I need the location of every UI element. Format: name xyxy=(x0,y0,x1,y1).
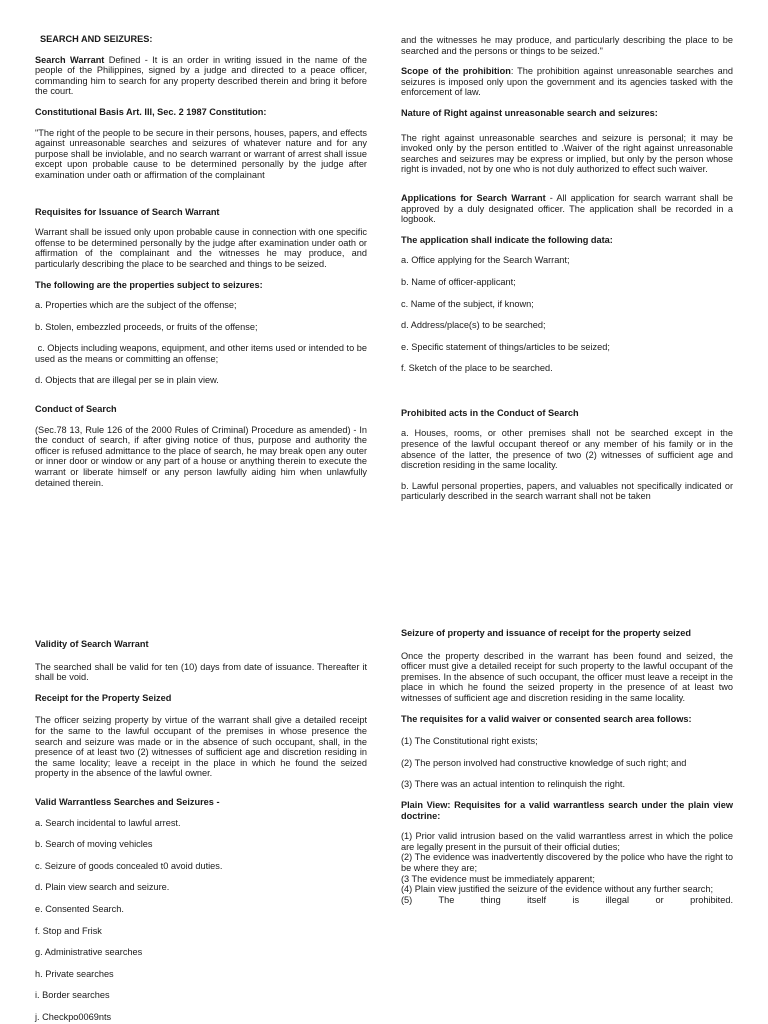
left-column-top xyxy=(35,34,370,488)
properties-heading: The following are the properties subject to seizures: xyxy=(35,279,263,290)
constitutional-quote: "The right of the people to be secure in their persons, houses, papers, and effects against unreasonable searches and seizures of whatever nature and for any purpose shall be inviolable, and no search warrant or warrant of arrest shall issue except upon probable cause to be determined personally by the judge after examination under oath or affirmation of the complainant xyxy=(35,127,367,180)
requisites-heading: Requisites for Issuance of Search Warrant xyxy=(35,206,220,217)
search-warrant-definition xyxy=(35,55,367,97)
warrantless-item: h. Private searches xyxy=(35,968,114,979)
plain-view-item: (2) The evidence was inadvertently discovered by the police who have the right to be where they are; xyxy=(401,852,733,873)
warrantless-item: i. Border searches xyxy=(35,990,110,1001)
warrantless-heading: Valid Warrantless Searches and Seizures - xyxy=(35,796,220,807)
seizure-text: Once the property described in the warrant has been found and seized, the officer must give a detailed receipt for such property to the lawful occupant of the premises. In the absence of such occupant, the officer must leave a receipt in the place in which he found the seized property in the presence of at least two witnesses of sufficient age and discretion residing in the same locality. xyxy=(401,650,733,703)
prohibited-heading: Prohibited acts in the Conduct of Search xyxy=(401,407,579,418)
plain-view-item: (3 The evidence must be immediately apparent; xyxy=(401,873,595,884)
waiver-heading: The requisites for a valid waiver or consented search area follows: xyxy=(401,713,692,724)
validity-heading: Validity of Search Warrant xyxy=(35,639,149,649)
application-item: e. Specific statement of things/articles to be seized; xyxy=(401,341,610,352)
constitutional-basis-heading: Constitutional Basis Art. III, Sec. 2 1987 Constitution: xyxy=(35,106,267,117)
scope-paragraph xyxy=(401,66,733,98)
application-item: b. Name of officer-applicant; xyxy=(401,276,516,287)
prohibited-item: b. Lawful personal properties, papers, and valuables not specifically indicated or particularly described in the search warrant shall not be taken xyxy=(401,480,733,502)
waiver-item: (2) The person involved had constructive knowledge of such right; and xyxy=(401,757,687,768)
warrantless-item: d. Plain view search and seizure. xyxy=(35,882,170,893)
scope-text: : The prohibition against unreasonable searches and seizures is imposed only upon the government and its agencies tasked with the enforcement of law. xyxy=(401,66,734,98)
applications-term: Applications for Search Warrant xyxy=(401,192,546,203)
property-item: a. Properties which are the subject of the offense; xyxy=(35,300,237,311)
property-item: c. Objects including weapons, equipment, and other items used or intended to be used as the means or committing an offense; xyxy=(35,343,370,364)
receipt-heading: Receipt for the Property Seized xyxy=(35,692,172,703)
application-item: d. Address/place(s) to be searched; xyxy=(401,320,546,331)
warrantless-item: e. Consented Search. xyxy=(35,903,124,914)
validity-text: The searched shall be valid for ten (10) days from date of issuance. Thereafter it shall be void. xyxy=(35,661,367,683)
prohibited-item: a. Houses, rooms, or other premises shall not be searched except in the presence of the lawful occupant thereof or any member of his family or in the absence of the latter, the presence of two (2) witnesses of sufficient age and discretion residing in the same locality. xyxy=(401,428,733,471)
document-title: SEARCH AND SEIZURES: xyxy=(40,34,153,44)
waiver-item: (1) The Constitutional right exists; xyxy=(401,736,538,747)
requisites-text: Warrant shall be issued only upon probable cause in connection with one specific offense to be determined personally by the judge after examination under oath or affirmation of the complainant and the witnesses he may produce, and particularly describing the place to be searched and things to be seized. xyxy=(35,227,367,269)
nature-text: The right against unreasonable searches and seizure is personal; it may be invoked only by the person entitled to .Waiver of the right against unreasonable searches and seizures may be express or implied, but only by the person whose right is invaded, not by one who is not duly authorized to effect such waiver. xyxy=(401,132,733,175)
applications-paragraph xyxy=(401,193,733,225)
waiver-item: (3) There was an actual intention to relinquish the right. xyxy=(401,779,626,790)
warrantless-item: j. Checkpo0069nts xyxy=(35,1011,112,1022)
plain-view-heading: Plain View: Requisites for a valid warrantless search under the plain view doctrine: xyxy=(401,799,733,821)
plain-view-item: (1) Prior valid intrusion based on the valid warrantless arrest in which the police are legally present in the pursuit of their official duties; xyxy=(401,831,733,852)
property-item: d. Objects that are illegal per se in plain view. xyxy=(35,375,219,386)
warrantless-item: g. Administrative searches xyxy=(35,947,143,958)
nature-heading: Nature of Right against unreasonable search and seizures: xyxy=(401,107,658,118)
constitutional-quote-continued: and the witnesses he may produce, and particularly describing the place to be searched and the persons or things to be seized." xyxy=(401,35,733,56)
applications-text: - All application for search warrant shall be approved by a duly designated officer. The application shall be recorded in a logbook. xyxy=(401,192,733,225)
seizure-heading: Seizure of property and issuance of receipt for the property seized xyxy=(401,628,691,638)
warrantless-item: c. Seizure of goods concealed t0 avoid duties. xyxy=(35,860,223,871)
scope-term: Scope of the prohibition xyxy=(401,66,511,77)
application-item: a. Office applying for the Search Warrant; xyxy=(401,255,570,266)
left-column-bottom xyxy=(35,639,367,1022)
conduct-heading: Conduct of Search xyxy=(35,404,117,415)
plain-view-item: (5) The thing itself is illegal or prohibited. xyxy=(401,894,733,905)
conduct-text: (Sec.78 13, Rule 126 of the 2000 Rules of Criminal) Procedure as amended) - In the conduct of search, if after giving notice of thus, purpose and authority the officer is refused admittance to the place of search, he may break open any outer or inner door or window or any part of a house or anything therein to execute the warrant or liberate himself or any person lawfully aiding him when unlawfully detained therein. xyxy=(35,424,367,488)
application-item: c. Name of the subject, if known; xyxy=(401,298,534,309)
receipt-text: The officer seizing property by virtue of the warrant shall give a detailed receipt for the same to the lawful occupant of the premises in whose presence the search and seizure was made or in the absence of such occupant, shall, in the presence of at least two (2) witnesses of sufficient age and discretion residing in the same locality; leave a receipt in the place in which he found the seized property in the absence of the lawful owner. xyxy=(35,715,367,779)
search-warrant-term: Search Warrant xyxy=(35,54,105,65)
warrantless-item: a. Search incidental to lawful arrest. xyxy=(35,817,181,828)
application-item: f. Sketch of the place to be searched. xyxy=(401,363,553,374)
search-warrant-text: Defined - It is an order in writing issued in the name of the people of the Philippines, signed by a judge and directed to a peace officer, commanding him to search for any property described therein and bring it before the court. xyxy=(35,54,367,97)
plain-view-item: (4) Plain view justified the seizure of the evidence without any further search; xyxy=(401,884,714,895)
right-column-top xyxy=(401,35,733,502)
warrantless-item: f. Stop and Frisk xyxy=(35,925,102,936)
right-column-bottom xyxy=(401,628,733,905)
application-data-heading: The application shall indicate the following data: xyxy=(401,234,613,245)
warrantless-item: b. Search of moving vehicles xyxy=(35,839,153,850)
property-item: b. Stolen, embezzled proceeds, or fruits of the offense; xyxy=(35,321,258,332)
